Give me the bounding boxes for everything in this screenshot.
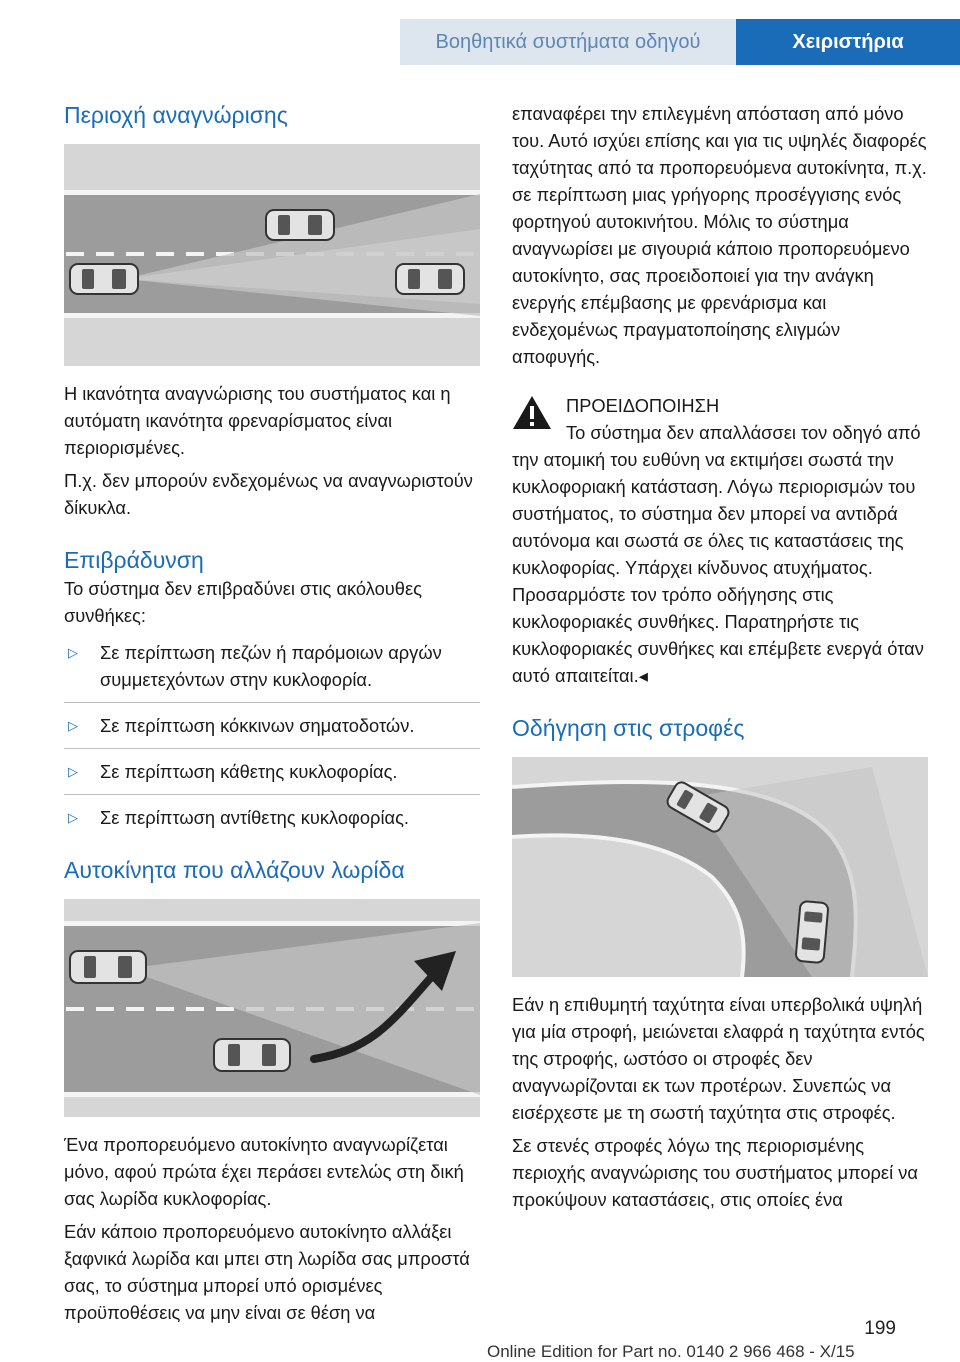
list-item: ▷ Σε περίπτωση αντίθετης κυκλοφορίας.	[64, 804, 480, 831]
paragraph-lane-change-1: Ένα προπορευόμενο αυτοκίνητο αναγνωρίζεται μόνο, αφού πρώτα έχει περάσει εντελώς στη δική σας λωρίδα κυκλοφορίας.	[64, 1134, 464, 1209]
left-column	[64, 100, 480, 1326]
header-section-tab: Βοηθητικά συστήματα οδηγού	[400, 19, 736, 65]
paragraph-curves-2: Σε στενές στροφές λόγω της περιορισμένης περιοχής αναγνώρισης του συστήματος μπορεί να προκύψουν καταστάσεις, στις οποίες ένα	[512, 1135, 918, 1210]
illustration-detection-area	[64, 144, 480, 366]
triangle-right-icon: ▷	[68, 764, 78, 779]
warning-block	[512, 392, 928, 689]
illustration-curves	[512, 757, 928, 977]
warning-text: Το σύστημα δεν απαλλάσσει τον οδηγό από την ατομική του ευθύνη να εκτιμήσει σωστά την κυκλοφοριακή κατάσταση. Λόγω περιορισμών του συστήματος, το σύστημα δεν μπορεί να αντιδρά αυτόνομα και σωστά σε όλες τις καταστάσεις της κυκλοφορίας. Υπάρχει κίνδυνος ατυχήματος. Προσαρμόστε τον τρόπο οδήγησης στις κυκλοφοριακές συνθήκες. Παρατηρήστε τις κυκλοφοριακές συνθήκες και επέμβετε ενεργά όταν αυτό απαιτείται.◂	[512, 422, 924, 686]
right-column	[512, 100, 928, 1213]
paragraph-two-wheelers: Π.χ. δεν μπορούν ενδεχομένως να αναγνωριστούν δίκυκλα.	[64, 470, 473, 518]
triangle-right-icon: ▷	[68, 645, 78, 660]
triangle-right-icon: ▷	[68, 718, 78, 733]
heading-detection-area: Περιοχή αναγνώρισης	[64, 102, 288, 128]
paragraph-detection-limits: Η ικανότητα αναγνώρισης του συστήματος και η αυτόματη ικανότητα φρεναρίσματος είναι περιορισμένες.	[64, 383, 451, 458]
page-footer	[0, 1300, 960, 1362]
list-item: ▷ Σε περίπτωση κόκκινων σηματοδοτών.	[64, 712, 480, 739]
list-divider	[64, 702, 480, 703]
heading-curves: Οδήγηση στις στροφές	[512, 715, 745, 741]
paragraph-curves-1: Εάν η επιθυμητή ταχύτητα είναι υπερβολικά υψηλή για μία στροφή, μειώνεται ελαφρά η ταχύτητα εντός της στροφής, ωστόσο οι στροφές δεν αναγνωρίζονται εκ των προτέρων. Συνεπώς να εισέρχεστε με τη σωστή ταχύτητα στις στροφές.	[512, 994, 925, 1123]
list-divider	[64, 794, 480, 795]
heading-lane-change: Αυτοκίνητα που αλλάζουν λωρίδα	[64, 857, 405, 883]
paragraph-lane-change-2: Εάν κάποιο προπορευόμενο αυτοκίνητο αλλάξει ξαφνικά λωρίδα και μπει στη λωρίδα σας μπροστά σας, το σύστημα μπορεί υπό ορισμένες προϋποθέσεις να μην είναι σε θέση να	[64, 1221, 470, 1323]
header-active-tab: Χειριστήρια	[736, 19, 960, 65]
paragraph-deceleration: Το σύστημα δεν επιβραδύνει στις ακόλουθες συνθήκες:	[64, 578, 422, 626]
list-divider	[64, 748, 480, 749]
heading-deceleration: Επιβράδυνση	[64, 547, 204, 573]
bullet-list-conditions	[64, 639, 480, 831]
illustration-lane-change	[64, 899, 480, 1117]
page-number: 199	[864, 1318, 896, 1339]
page-header	[0, 0, 960, 64]
edition-note: Online Edition for Part no. 0140 2 966 468 - X/15	[487, 1342, 855, 1361]
triangle-right-icon: ▷	[68, 810, 78, 825]
list-item: ▷ Σε περίπτωση κάθετης κυκλοφορίας.	[64, 758, 480, 785]
paragraph-continued: επαναφέρει την επιλεγμένη απόσταση από μόνο του. Αυτό ισχύει επίσης και για τις υψηλές διαφορές ταχύτητας από τα προπορευόμενα αυτοκίνητα, π.χ. σε περίπτωση μιας γρήγορης προσέγγισης ενός φορτηγού αυτοκινήτου. Μόλις το σύστημα αναγνωρίσει με σιγουριά κάποιο προπορευόμενο αυτοκίνητο, σας προειδοποιεί για την ανάγκη ενεργής επέμβασης με φρενάρισμα και ενδεχομένως πραγματοποίησης ελιγμών αποφυγής.	[512, 103, 927, 367]
list-item: ▷ Σε περίπτωση πεζών ή παρόμοιων αργών συμμετεχόντων στην κυκλοφορία.	[64, 639, 480, 693]
warning-title: ΠΡΟΕΙΔΟΠΟΙΗΣΗ	[566, 395, 720, 416]
warning-triangle-icon	[512, 394, 552, 430]
